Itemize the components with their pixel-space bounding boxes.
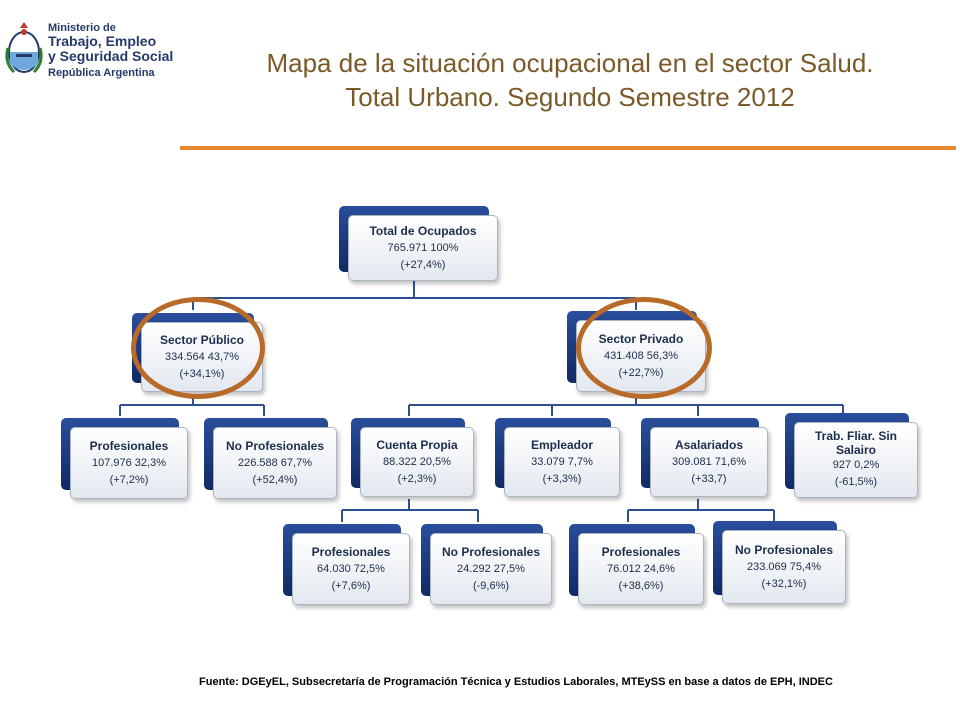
ministry-line2: Trabajo, Empleo: [48, 33, 157, 50]
ministry-line3: y Seguridad Social: [48, 48, 174, 65]
node-name: Empleador: [530, 437, 593, 452]
node-value: 334.564 43,7%: [164, 350, 239, 363]
node-asalariados-no-profesionales: [722, 530, 846, 604]
node-name: No Profesionales: [441, 544, 541, 559]
node-change: (+52,4%): [252, 473, 298, 486]
node-change: (+34,1%): [179, 367, 225, 380]
node-cuenta-propia: [360, 427, 474, 497]
node-change: (+7,2%): [109, 473, 149, 486]
ministry-line1: Ministerio de: [48, 22, 116, 34]
node-change: (+27,4%): [400, 258, 446, 271]
node-name: Cuenta Propia: [376, 437, 458, 452]
highlight-circle-publico: [131, 297, 265, 399]
node-name: No Profesionales: [734, 542, 834, 557]
node-value: 226.588 67,7%: [237, 456, 312, 469]
node-value: 765.971 100%: [387, 241, 459, 254]
node-value: 64.030 72,5%: [317, 562, 385, 575]
node-name: No Profesionales: [225, 438, 325, 453]
node-trab-fliar: [794, 422, 918, 498]
node-total-ocupados: [348, 215, 498, 281]
node-name: Asalariados: [674, 437, 744, 452]
title-line2: Total Urbano. Segundo Semestre 2012: [345, 82, 795, 112]
node-asalariados-profesionales: [578, 533, 704, 605]
node-name: Total de Ocupados: [369, 223, 477, 238]
node-change: (+7,6%): [331, 579, 371, 592]
node-empleador: [504, 427, 620, 497]
node-name: Sector Privado: [598, 331, 684, 346]
node-change: (-61,5%): [834, 476, 878, 488]
highlight-circle-privado: [576, 297, 712, 399]
node-change: (+22,7%): [618, 366, 664, 379]
node-name: Profesionales: [89, 438, 169, 453]
node-change: (+33,7): [691, 472, 727, 485]
node-value: 309.081 71,6%: [671, 455, 746, 468]
node-change: (+2,3%): [397, 472, 437, 485]
ministry-line4: República Argentina: [48, 66, 155, 79]
node-value: 88.322 20,5%: [383, 455, 451, 468]
node-change: (+38,6%): [618, 579, 664, 592]
source-note: Fuente: DGEyEL, Subsecretaría de Programación Técnica y Estudios Laborales, MTEySS en base a datos de EPH, INDEC: [199, 676, 833, 688]
node-value: 76.012 24,6%: [607, 562, 675, 575]
title-line1: Mapa de la situación ocupacional en el sector Salud.: [266, 48, 874, 78]
node-publico-no-profesionales: [213, 427, 337, 499]
node-asalariados: [650, 427, 768, 497]
node-change: (+32,1%): [761, 577, 807, 590]
node-change: (+3,3%): [542, 472, 582, 485]
node-cuenta-no-profesionales: [430, 533, 552, 605]
node-value: 927 0,2%: [832, 459, 880, 471]
node-name: Trab. Fliar. Sin Salairo: [814, 429, 898, 457]
node-change: (-9,6%): [472, 579, 510, 592]
node-cuenta-profesionales: [292, 533, 410, 605]
node-value: 33.079 7,7%: [531, 455, 593, 468]
node-publico-profesionales: [70, 427, 188, 499]
node-value: 24.292 27,5%: [457, 562, 525, 575]
node-value: 233.069 75,4%: [746, 560, 821, 573]
node-name: Profesionales: [601, 544, 681, 559]
node-name: Sector Público: [159, 332, 245, 347]
node-value: 107.976 32,3%: [91, 456, 166, 469]
node-name: Profesionales: [311, 544, 391, 559]
node-value: 431.408 56,3%: [603, 349, 678, 362]
